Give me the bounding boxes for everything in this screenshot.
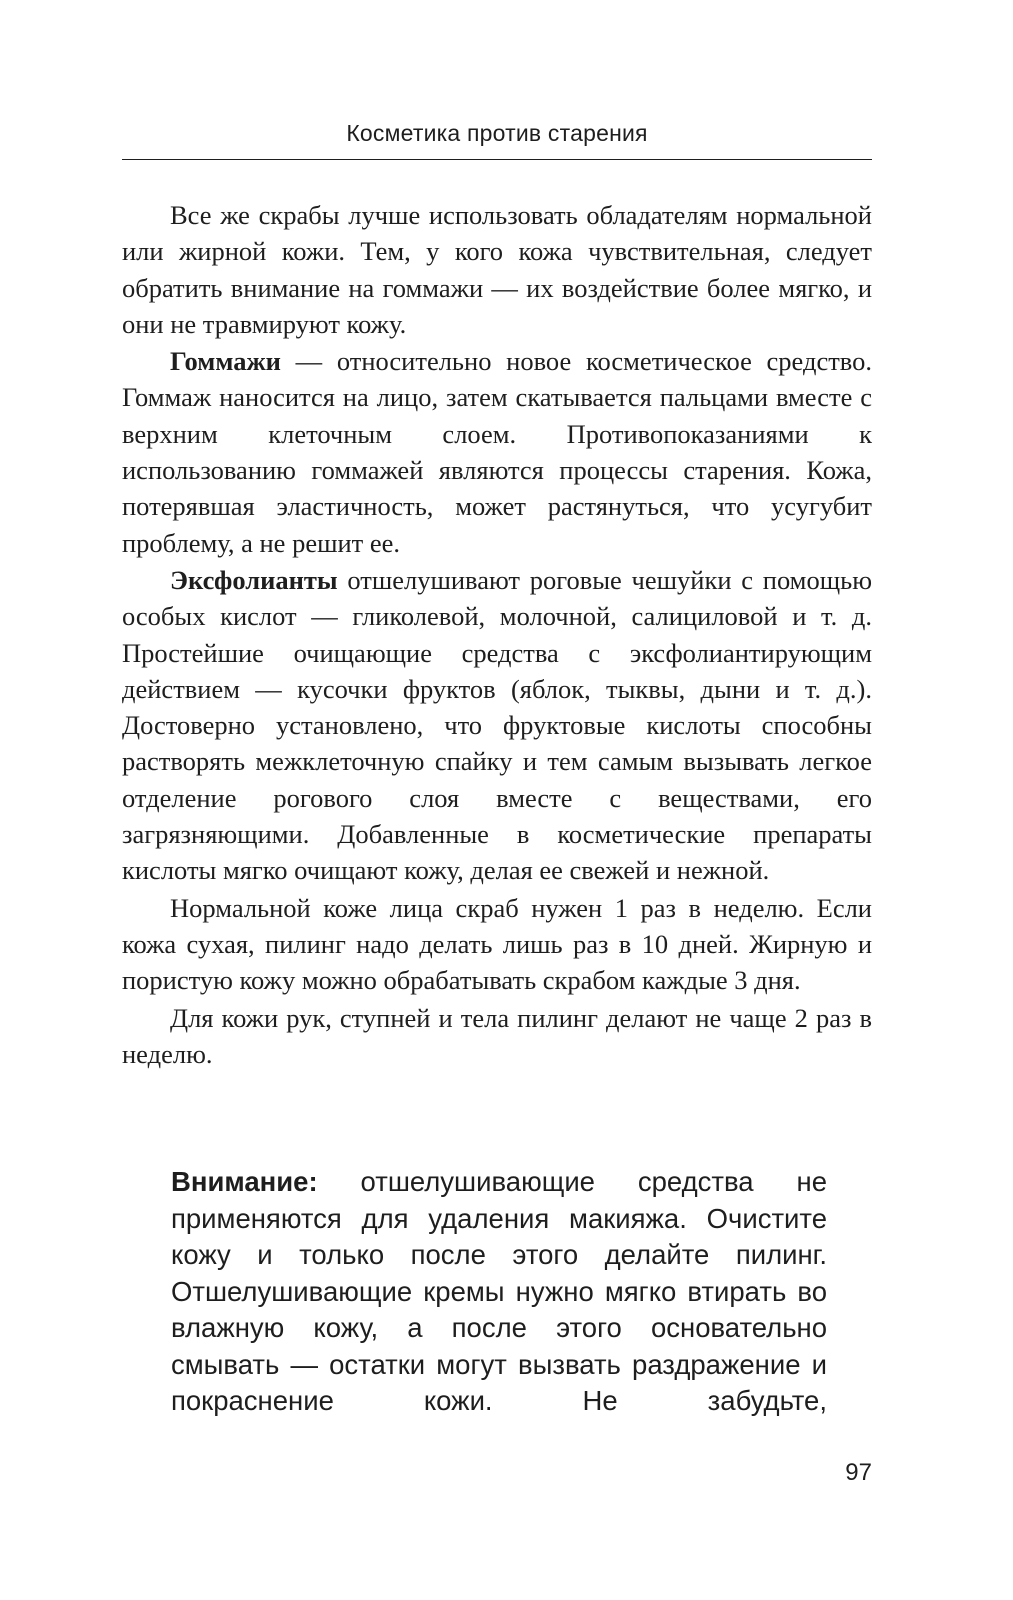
paragraph-exfoliants bbox=[122, 562, 872, 889]
attention-text bbox=[171, 1164, 827, 1420]
attention-body: отшелушивающие средства не применяются для удаления макияжа. Очистите кожу и только после этого делайте пилинг. Отшелушивающие кремы нужно мягко втирать во влажную кожу, а после этого основательно смывать — остатки могут вызвать раздражение и покраснение кожи. Не забудьте, bbox=[171, 1166, 827, 1416]
paragraph-text: Все же скрабы лучше использовать обладателям нормальной или жирной кожи. Тем, у кого кожа чувствительная, следует обратить внимание на гоммажи — их воздействие более мягко, и они не травмируют кожу. bbox=[122, 200, 872, 339]
term-exfoliants: Эксфолианты bbox=[170, 564, 338, 595]
attention-label: Внимание: bbox=[171, 1166, 318, 1197]
paragraph-text: отшелушивают роговые чешуйки с помощью особых кислот — гликолевой, молочной, салициловой и т. д. Простейшие очищающие средства с эксфолиантирующим действием — кусочки фруктов (яблок, тыквы, дыни и т. д.). Достоверно установлено, что фруктовые кислоты способны растворять межклеточную спайку и тем самым вызывать легкое отделение рогового слоя вместе с веществами, его загрязняющими. Добавленные в косметические препараты кислоты мягко очищают кожу, делая ее свежей и нежной. bbox=[122, 564, 872, 886]
term-gommage: Гоммажи bbox=[170, 346, 281, 377]
attention-note bbox=[171, 1164, 827, 1420]
header-rule bbox=[122, 159, 872, 160]
paragraph-frequency bbox=[122, 890, 872, 999]
page-number: 97 bbox=[845, 1459, 872, 1486]
running-head: Косметика против старения bbox=[346, 120, 648, 146]
paragraph-text: Нормальной коже лица скраб нужен 1 раз в неделю. Если кожа сухая, пилинг надо делать лишь раз в 10 дней. Жирную и пористую кожу можно обрабатывать скрабом каждые 3 дня. bbox=[122, 892, 872, 996]
paragraph-gommage bbox=[122, 343, 872, 561]
paragraph-scrubs bbox=[122, 197, 872, 342]
paragraph-body-peeling bbox=[122, 1000, 872, 1073]
paragraph-text: — относительно новое косметическое средство. Гоммаж наносится на лицо, затем скатывается пальцами вместе с верхним клеточным слоем. Противопоказаниями к использованию гоммажей являются процессы старения. Кожа, потерявшая эластичность, может растянуться, что усугубит проблему, а не решит ее. bbox=[122, 346, 872, 558]
paragraph-text: Для кожи рук, ступней и тела пилинг делают не чаще 2 раз в неделю. bbox=[122, 1002, 872, 1069]
main-text bbox=[122, 197, 872, 1073]
